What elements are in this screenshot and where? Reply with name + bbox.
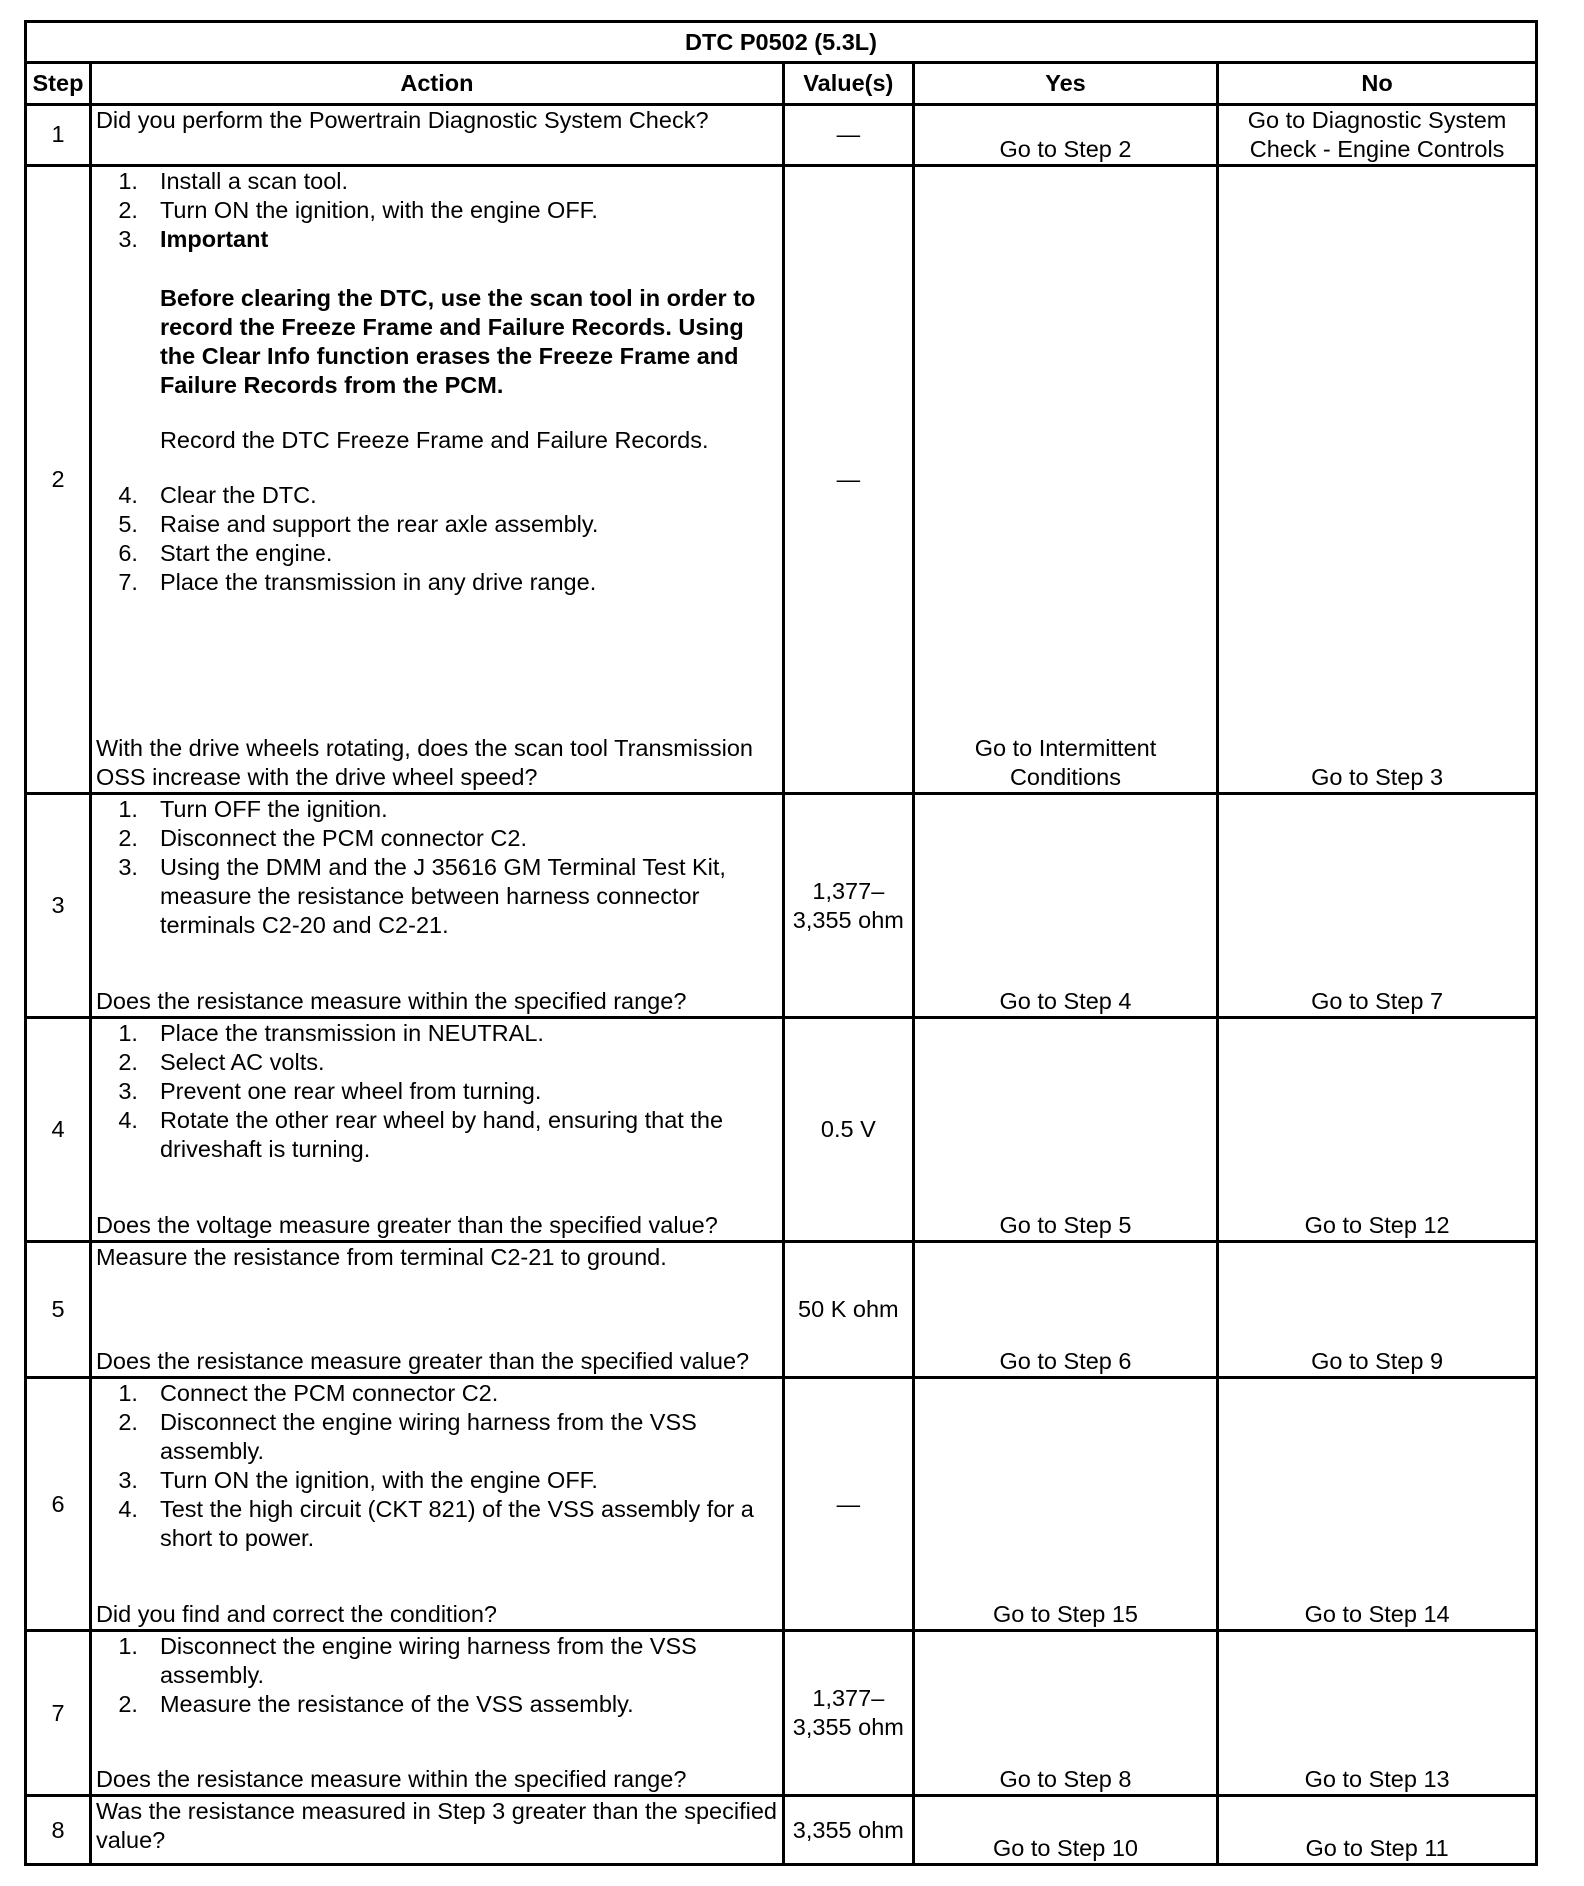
list-item: 2. Measure the resistance of the VSS assembly. (118, 1691, 634, 1718)
no-cell: Go to Step 3 (1218, 165, 1537, 793)
list-item: 1. Connect the PCM connector C2. (118, 1380, 499, 1407)
yes-cell: Go to Step 8 (913, 1631, 1217, 1796)
lead-text: Measure the resistance from terminal C2-21 to ground. (95, 1243, 667, 1270)
procedure-list (96, 1379, 778, 1553)
value-cell: — (783, 1378, 913, 1631)
list-item: 7. Place the transmission in any drive range. (118, 568, 597, 595)
question-text: Does the resistance measure within the specified range? (95, 1766, 687, 1793)
yes-cell: Go to Step 6 (913, 1241, 1217, 1378)
dtc-document (24, 20, 1538, 1866)
yes-cell: Go to Step 10 (913, 1796, 1217, 1865)
procedure-list (96, 167, 778, 597)
header-step: Step (26, 63, 91, 104)
yes-cell: Go to Step 2 (913, 104, 1217, 165)
no-cell: Go to Step 7 (1218, 794, 1537, 1018)
no-cell: Go to Step 14 (1218, 1378, 1537, 1631)
value-cell: 50 K ohm (783, 1241, 913, 1378)
dtc-table (24, 20, 1538, 1866)
action-cell: Did you perform the Powertrain Diagnostic System Check? (90, 104, 783, 165)
question-text: Does the resistance measure greater than the specified value? (95, 1348, 750, 1375)
question-text: With the drive wheels rotating, does the scan tool Transmission OSS increase with the drive wheel speed? (95, 735, 753, 791)
value-cell: — (783, 165, 913, 793)
list-item: 3. Prevent one rear wheel from turning. (118, 1077, 542, 1104)
value-cell: 3,355 ohm (783, 1796, 913, 1865)
table-row (26, 1378, 1537, 1631)
yes-cell: Go to Step 4 (913, 794, 1217, 1018)
action-cell (90, 165, 783, 793)
action-cell (90, 794, 783, 1018)
yes-cell: Go to Step 15 (913, 1378, 1217, 1631)
step-number: 5 (26, 1241, 91, 1378)
value-cell: 1,377–3,355 ohm (783, 1631, 913, 1796)
header-row (26, 63, 1537, 104)
step-number: 3 (26, 794, 91, 1018)
action-cell (90, 1241, 783, 1378)
value-cell: — (783, 104, 913, 165)
step-number: 4 (26, 1017, 91, 1241)
list-item: 1. Place the transmission in NEUTRAL. (118, 1019, 544, 1046)
yes-cell: Go to Intermittent Conditions (913, 165, 1217, 793)
list-item: 3. Important Before clearing the DTC, use the scan tool in order to record the Freeze Frame and Failure Records. Using the Clear Info function erases the Freeze Frame and Failure Records from the PCM. Record the DTC Freeze Frame and Failure Records. (96, 225, 778, 481)
no-cell: Go to Step 9 (1218, 1241, 1537, 1378)
list-item: 4. Rotate the other rear wheel by hand, ensuring that the driveshaft is turning. (118, 1106, 724, 1162)
question-text: Does the resistance measure within the specified range? (95, 987, 687, 1014)
step-number: 2 (26, 165, 91, 793)
no-cell: Go to Step 13 (1218, 1631, 1537, 1796)
action-cell: Was the resistance measured in Step 3 greater than the specified value? (90, 1796, 783, 1865)
procedure-list (96, 1632, 778, 1719)
list-item: 6. Start the engine. (118, 539, 333, 566)
value-cell: 1,377–3,355 ohm (783, 794, 913, 1018)
value-cell: 0.5 V (783, 1017, 913, 1241)
table-row (26, 1017, 1537, 1241)
list-item: 1. Turn OFF the ignition. (118, 796, 388, 823)
question-text: Does the voltage measure greater than the specified value? (95, 1211, 718, 1238)
header-no: No (1218, 63, 1537, 104)
yes-cell: Go to Step 5 (913, 1017, 1217, 1241)
question-text: Did you find and correct the condition? (95, 1601, 498, 1628)
important-body: Before clearing the DTC, use the scan tool in order to record the Freeze Frame and Failure Records. Using the Clear Info function erases the Freeze Frame and Failure Records from the PCM. (159, 284, 756, 398)
header-values: Value(s) (783, 63, 913, 104)
list-item: 1. Install a scan tool. (118, 167, 349, 194)
list-item: 2. Turn ON the ignition, with the engine OFF. (118, 196, 598, 223)
list-item: 2. Select AC volts. (118, 1048, 325, 1075)
list-item: 4. Clear the DTC. (118, 481, 317, 508)
important-heading: Important (159, 225, 269, 252)
table-row (26, 165, 1537, 793)
table-row (26, 1241, 1537, 1378)
no-cell: Go to Step 12 (1218, 1017, 1537, 1241)
table-row (26, 1631, 1537, 1796)
list-item: 3. Turn ON the ignition, with the engine OFF. (118, 1467, 598, 1494)
step-number: 7 (26, 1631, 91, 1796)
header-yes: Yes (913, 63, 1217, 104)
list-item: 2. Disconnect the PCM connector C2. (118, 825, 527, 852)
table-title: DTC P0502 (5.3L) (26, 22, 1537, 63)
list-item: 1. Disconnect the engine wiring harness from the VSS assembly. (118, 1633, 697, 1689)
important-note: Record the DTC Freeze Frame and Failure Records. (159, 426, 709, 453)
list-item: 4. Test the high circuit (CKT 821) of the VSS assembly for a short to power. (118, 1496, 754, 1552)
no-cell: Go to Diagnostic System Check - Engine Controls (1218, 104, 1537, 165)
step-number: 1 (26, 104, 91, 165)
step-number: 8 (26, 1796, 91, 1865)
procedure-list (96, 1019, 778, 1164)
table-row (26, 104, 1537, 165)
step-number: 6 (26, 1378, 91, 1631)
action-cell (90, 1631, 783, 1796)
action-cell (90, 1378, 783, 1631)
header-action: Action (90, 63, 783, 104)
action-cell (90, 1017, 783, 1241)
no-cell: Go to Step 11 (1218, 1796, 1537, 1865)
table-row (26, 1796, 1537, 1865)
table-row (26, 794, 1537, 1018)
procedure-list (96, 795, 778, 940)
list-item: 2. Disconnect the engine wiring harness from the VSS assembly. (118, 1409, 697, 1465)
list-item: 5. Raise and support the rear axle assembly. (118, 510, 599, 537)
list-item: 3. Using the DMM and the J 35616 GM Terminal Test Kit, measure the resistance between harness connector terminals C2-20 and C2-21. (118, 854, 726, 939)
